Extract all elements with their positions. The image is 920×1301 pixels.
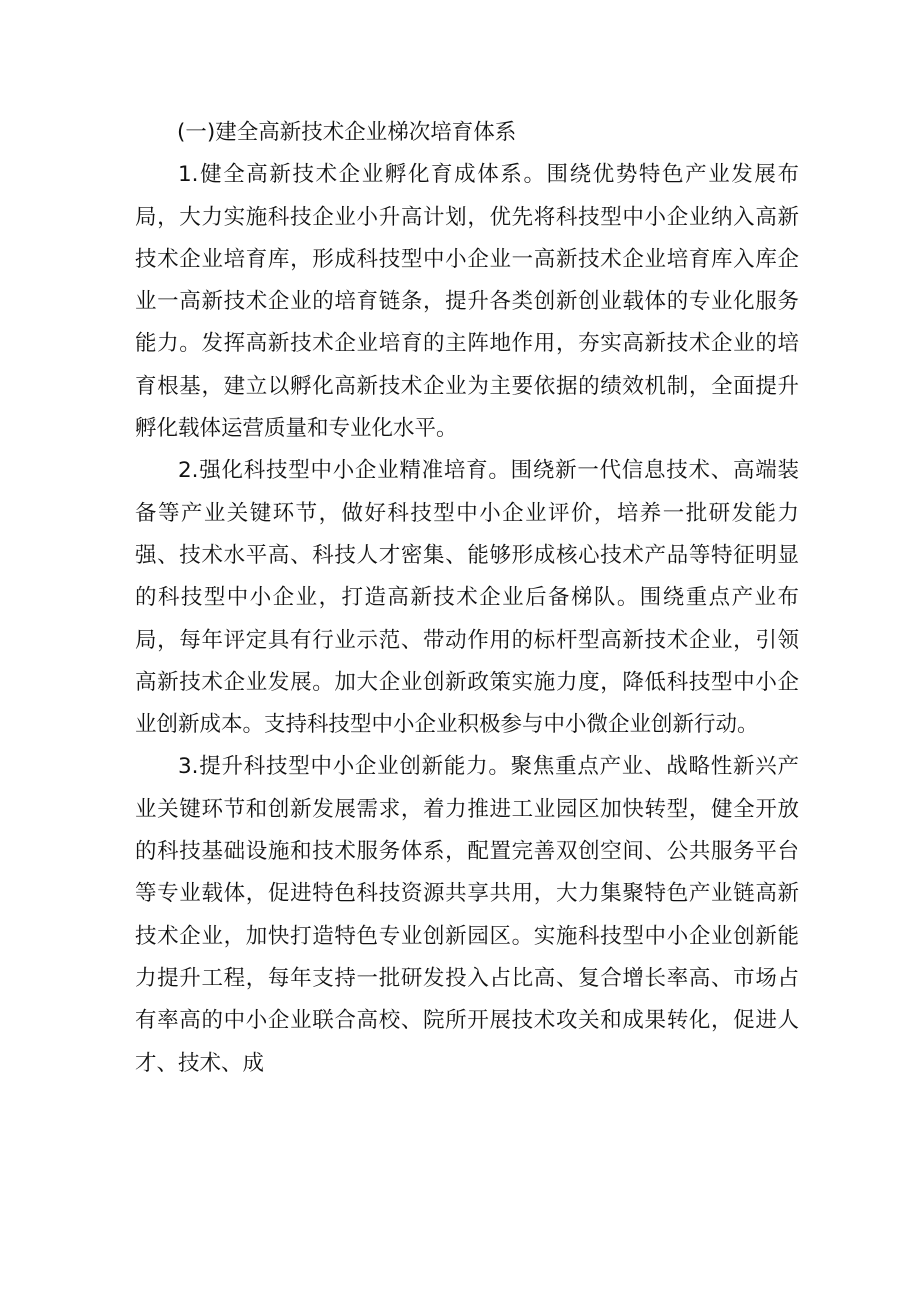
paragraph-2: 2.强化科技型中小企业精准培育。围绕新一代信息技术、高端装备等产业关键环节，做好科技型中小企业评价，培养一批研发能力强、技术水平高、科技人才密集、能够形成核心技术产品等特征明显的科技型中小企业，打造高新技术企业后备梯队。围绕重点产业布局，每年评定具有行业示范、带动作用的标杆型高新技术企业，引领高新技术企业发展。加大企业创新政策实施力度，降低科技型中小企业创新成本。支持科技型中小企业积极参与中小微企业创新行动。 [135, 458, 799, 738]
paragraph-3: 3.提升科技型中小企业创新能力。聚焦重点产业、战略性新兴产业关键环节和创新发展需求，着力推进工业园区加快转型，健全开放的科技基础设施和技术服务体系，配置完善双创空间、公共服务平台等专业载体，促进特色科技资源共享共用，大力集聚特色产业链高新技术企业，加快打造特色专业创新园区。实施科技型中小企业创新能力提升工程，每年支持一批研发投入占比高、复合增长率高、市场占有率高的中小企业联合高校、院所开展技术攻关和成果转化，促进人才、技术、成 [135, 754, 799, 1076]
paragraph-1: 1.健全高新技术企业孵化育成体系。围绕优势特色产业发展布局，大力实施科技企业小升高计划，优先将科技型中小企业纳入高新技术企业培育库，形成科技型中小企业一高新技术企业培育库入库企业一高新技术企业的培育链条，提升各类创新创业载体的专业化服务能力。发挥高新技术企业培育的主阵地作用，夯实高新技术企业的培育根基，建立以孵化高新技术企业为主要依据的绩效机制，全面提升孵化载体运营质量和专业化水平。 [135, 162, 799, 442]
document-body [135, 112, 799, 1085]
section-heading: (一)建全高新技术企业梯次培育体系 [177, 120, 517, 145]
